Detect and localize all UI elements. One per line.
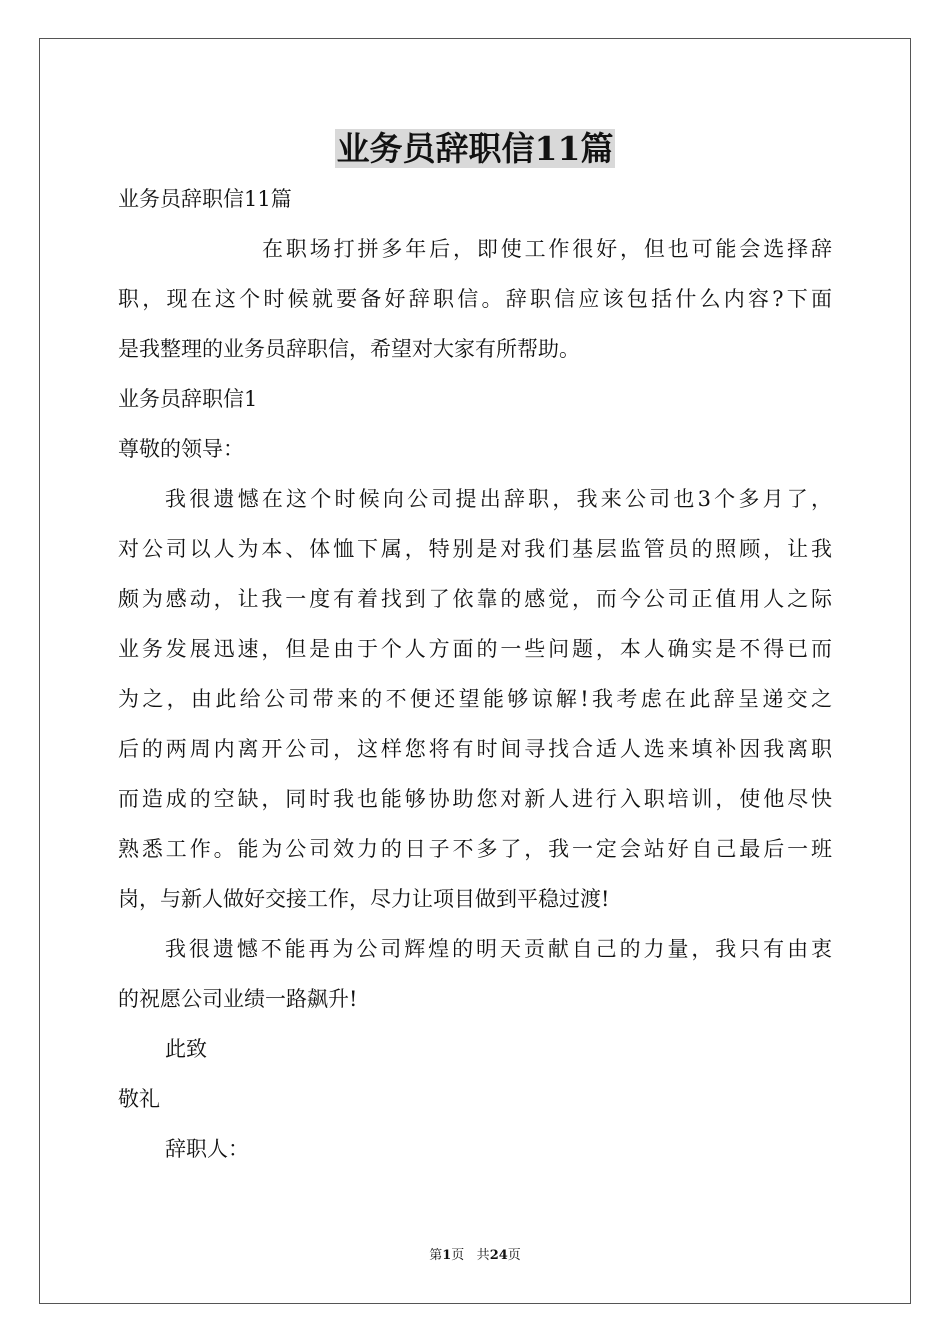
body-line: 业务发展迅速，但是由于个人方面的一些问题，本人确实是不得已而	[118, 637, 832, 661]
document-title	[0, 125, 950, 173]
footer-prefix: 第	[429, 1248, 443, 1263]
intro-line: 是我整理的业务员辞职信，希望对大家有所帮助。	[118, 337, 580, 361]
body-line: 颇为感动，让我一度有着找到了依靠的感觉，而今公司正值用人之际	[118, 587, 832, 611]
salutation: 尊敬的领导：	[118, 437, 244, 461]
footer-total-prefix: 共	[476, 1248, 490, 1263]
body-line: 熟悉工作。能为公司效力的日子不多了，我一定会站好自己最后一班	[118, 837, 832, 861]
intro-line: 在职场打拼多年后，即使工作很好，但也可能会选择辞	[262, 237, 832, 261]
section-heading: 业务员辞职信1	[118, 387, 258, 411]
body-line: 我很遗憾在这个时候向公司提出辞职，我来公司也3个多月了，	[165, 487, 832, 511]
body-line: 后的两周内离开公司，这样您将有时间寻找合适人选来填补因我离职	[118, 737, 832, 761]
body-line: 而造成的空缺，同时我也能够协助您对新人进行入职培训，使他尽快	[118, 787, 832, 811]
body-line: 我很遗憾不能再为公司辉煌的明天贡献自己的力量，我只有由衷	[165, 937, 832, 961]
footer-page-suffix: 页	[451, 1248, 465, 1263]
subtitle: 业务员辞职信11篇	[118, 187, 292, 211]
closing-line: 此致	[165, 1037, 207, 1061]
body-line: 的祝愿公司业绩一路飙升!	[118, 987, 358, 1011]
body-line: 为之，由此给公司带来的不便还望能够谅解!我考虑在此辞呈递交之	[118, 687, 832, 711]
page-footer	[0, 1247, 950, 1265]
document-title-text: 业务员辞职信11篇	[336, 129, 614, 168]
body-line: 岗，与新人做好交接工作，尽力让项目做到平稳过渡!	[118, 887, 610, 911]
footer-total-pages: 24	[489, 1248, 508, 1263]
footer-page-number: 1	[442, 1248, 452, 1263]
closing-line: 敬礼	[118, 1087, 160, 1111]
page-border	[39, 38, 911, 1304]
body-line: 对公司以人为本、体恤下属，特别是对我们基层监管员的照顾，让我	[118, 537, 832, 561]
footer-total-suffix: 页	[507, 1248, 521, 1263]
signature-label: 辞职人：	[165, 1137, 249, 1161]
intro-line: 职，现在这个时候就要备好辞职信。辞职信应该包括什么内容?下面	[118, 287, 832, 311]
